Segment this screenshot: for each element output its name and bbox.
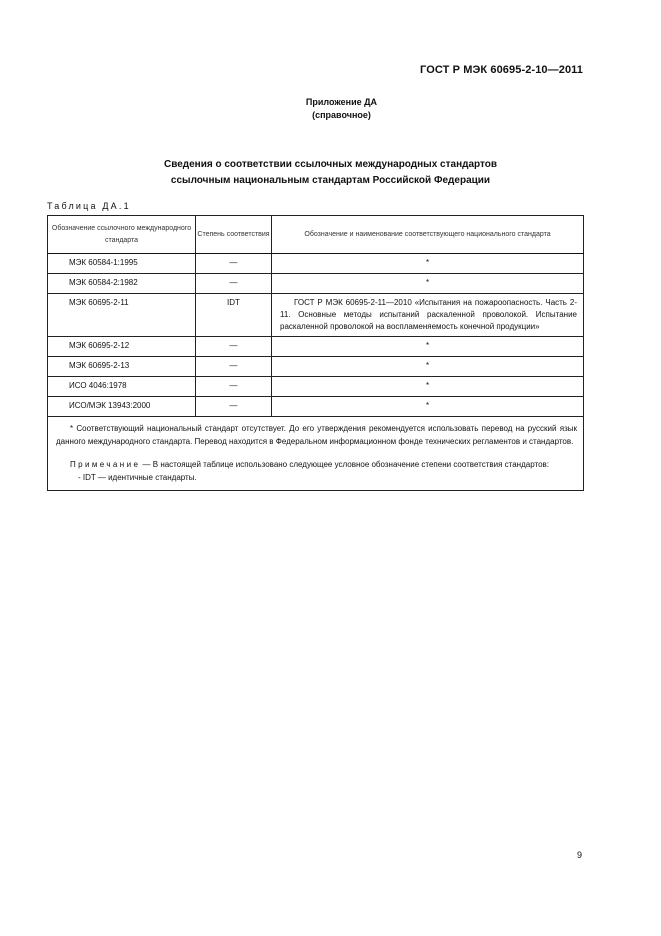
document-code: ГОСТ Р МЭК 60695-2-10—2011 <box>420 64 583 76</box>
cell-national: * <box>272 337 584 357</box>
correspondence-table <box>47 215 584 491</box>
note-item: - IDT — идентичные стандарты. <box>78 472 197 482</box>
table-row <box>48 397 584 417</box>
column-header-reference: Обозначение ссылочного международного стандарта <box>48 216 196 254</box>
cell-degree: — <box>196 337 272 357</box>
cell-reference: МЭК 60695-2-12 <box>48 337 196 357</box>
column-header-national: Обозначение и наименование соответствующего национального стандарта <box>272 216 584 254</box>
cell-national: * <box>272 397 584 417</box>
cell-reference: МЭК 60584-1:1995 <box>48 254 196 274</box>
cell-degree: — <box>196 357 272 377</box>
cell-reference: ИСО/МЭК 13943:2000 <box>48 397 196 417</box>
section-heading <box>0 157 661 189</box>
table-footnote-row <box>48 417 584 491</box>
cell-national: * <box>272 357 584 377</box>
cell-national: * <box>272 377 584 397</box>
page-number: 9 <box>576 850 582 860</box>
cell-degree: — <box>196 377 272 397</box>
heading-line-1: Сведения о соответствии ссылочных международных стандартов <box>163 159 498 170</box>
cell-reference: ИСО 4046:1978 <box>48 377 196 397</box>
cell-degree: — <box>196 397 272 417</box>
annex-title: Приложение ДА <box>305 97 378 107</box>
cell-reference: МЭК 60695-2-11 <box>48 294 196 337</box>
table-row <box>48 357 584 377</box>
table-row <box>48 377 584 397</box>
note-text: — В настоящей таблице использовано следующее условное обозначение степени соответствия стандартов: <box>140 460 549 469</box>
cell-degree: — <box>196 274 272 294</box>
table-note <box>56 459 577 472</box>
note-label: Примечание <box>70 460 141 469</box>
table-header-row <box>48 216 584 254</box>
table-row <box>48 254 584 274</box>
cell-reference: МЭК 60695-2-13 <box>48 357 196 377</box>
cell-national: ГОСТ Р МЭК 60695-2-11—2010 «Испытания на пожароопасность. Часть 2-11. Основные методы испытаний раскаленной проволокой. Испытание раскаленной проволокой на воспламеняемость конечной продукции» <box>272 294 584 337</box>
cell-degree: — <box>196 254 272 274</box>
table-row <box>48 274 584 294</box>
annex-block <box>0 96 661 122</box>
table-row <box>48 294 584 337</box>
table-footnote-cell <box>48 417 584 491</box>
table-caption: Таблица ДА.1 <box>47 201 131 211</box>
table-row <box>48 337 584 357</box>
cell-national: * <box>272 254 584 274</box>
heading-line-2: ссылочным национальным стандартам Российской Федерации <box>170 175 491 186</box>
cell-reference: МЭК 60584-2:1982 <box>48 274 196 294</box>
column-header-degree: Степень соответствия <box>196 216 272 254</box>
annex-type: (справочное) <box>312 110 371 120</box>
cell-national: * <box>272 274 584 294</box>
table-footnote: * Соответствующий национальный стандарт отсутствует. До его утверждения рекомендуется использовать перевод на русский язык данного международного стандарта. Перевод находится в Федеральном информационном фонде технических регламентов и стандартов. <box>56 424 577 446</box>
cell-degree: IDT <box>196 294 272 337</box>
